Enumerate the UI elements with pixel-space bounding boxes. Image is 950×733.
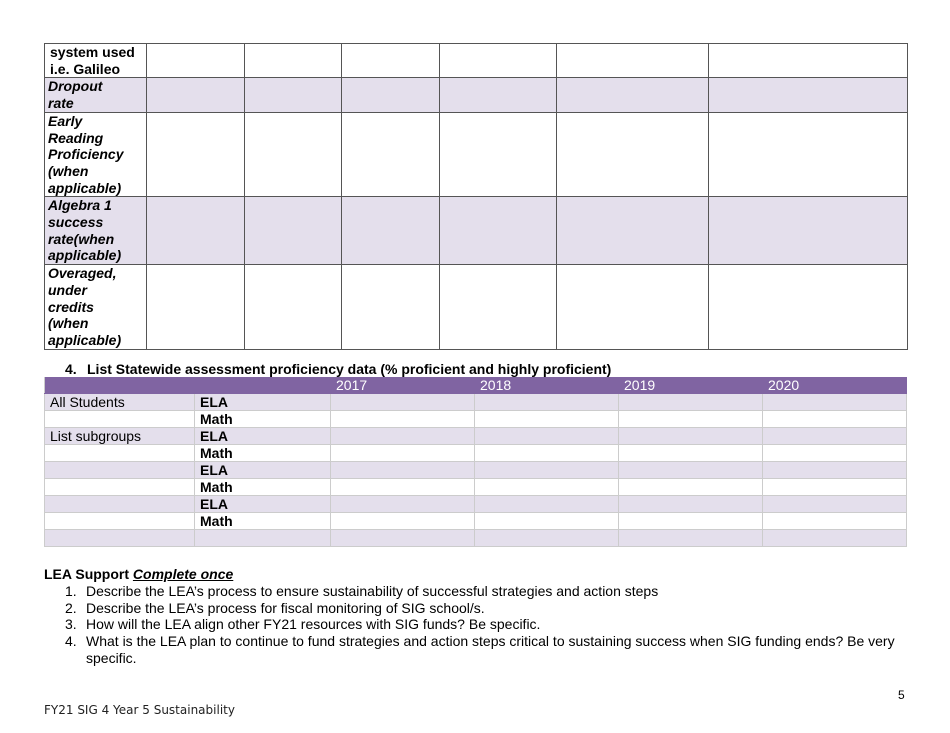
- data-cell[interactable]: [245, 44, 342, 78]
- score-cell[interactable]: [475, 479, 619, 496]
- score-cell[interactable]: [763, 428, 907, 445]
- score-cell[interactable]: [619, 411, 763, 428]
- page-footer: FY21 SIG 4 Year 5 Sustainability: [44, 703, 235, 717]
- row-label: [45, 44, 147, 78]
- list-item: [65, 616, 905, 633]
- list-item: [65, 633, 905, 666]
- row-label-line: rate: [48, 95, 74, 112]
- subject-cell: Math: [195, 445, 331, 462]
- row-label-line: Early: [48, 112, 83, 129]
- section-4-heading: [65, 361, 611, 377]
- table-row: [45, 78, 908, 112]
- list-item: [65, 583, 905, 600]
- table-row: [45, 513, 907, 530]
- group-cell: [45, 496, 195, 513]
- item-number: 4.: [65, 633, 77, 650]
- score-cell[interactable]: [475, 462, 619, 479]
- item-number: 2.: [65, 599, 77, 616]
- subject-cell: Math: [195, 479, 331, 496]
- subject-cell: ELA: [195, 462, 331, 479]
- row-label-line: i.e. Galileo: [50, 60, 121, 77]
- item-text: Describe the LEA’s process for fiscal monitoring of SIG school/s.: [86, 599, 485, 616]
- score-cell[interactable]: [763, 479, 907, 496]
- score-cell[interactable]: [763, 411, 907, 428]
- table-row: [45, 428, 907, 445]
- subject-cell: ELA: [195, 496, 331, 513]
- score-cell[interactable]: [331, 394, 475, 411]
- row-label-line: system used: [50, 44, 135, 60]
- row-label-line: (when: [48, 162, 89, 179]
- data-cell[interactable]: [709, 197, 908, 265]
- group-cell: [45, 530, 195, 547]
- score-cell[interactable]: [763, 394, 907, 411]
- row-label: [45, 112, 147, 197]
- score-cell[interactable]: [619, 394, 763, 411]
- subject-cell: ELA: [195, 394, 331, 411]
- data-cell[interactable]: [245, 197, 342, 265]
- data-cell[interactable]: [245, 265, 342, 350]
- score-cell[interactable]: [763, 462, 907, 479]
- table-row: [45, 462, 907, 479]
- subject-cell: ELA: [195, 428, 331, 445]
- score-cell[interactable]: [331, 462, 475, 479]
- item-number: 3.: [65, 616, 77, 633]
- header-cell: [195, 377, 331, 394]
- score-cell[interactable]: [331, 496, 475, 513]
- score-cell[interactable]: [619, 445, 763, 462]
- score-cell[interactable]: [475, 496, 619, 513]
- data-cell[interactable]: [342, 78, 440, 112]
- score-cell[interactable]: [475, 428, 619, 445]
- list-item: [65, 600, 905, 617]
- row-label-line: rate(when: [48, 230, 115, 247]
- data-cell[interactable]: [709, 265, 908, 350]
- data-cell[interactable]: [709, 112, 908, 197]
- score-cell[interactable]: [331, 445, 475, 462]
- score-cell[interactable]: [619, 530, 763, 547]
- data-cell[interactable]: [342, 197, 440, 265]
- row-label-line: applicable): [48, 247, 122, 264]
- table-header-row: [45, 377, 907, 394]
- section-number: 4.: [65, 361, 77, 377]
- data-cell[interactable]: [440, 197, 557, 265]
- table-row: [45, 496, 907, 513]
- group-cell: [45, 479, 195, 496]
- header-cell: 2017: [331, 377, 475, 394]
- header-cell: [45, 377, 195, 394]
- score-cell[interactable]: [475, 530, 619, 547]
- row-label: [45, 197, 147, 265]
- data-cell[interactable]: [440, 44, 557, 78]
- data-cell[interactable]: [342, 112, 440, 197]
- page-number: 5: [898, 688, 905, 702]
- table-row: [45, 112, 908, 197]
- row-label-line: applicable): [48, 179, 122, 196]
- outcome-measures-table: [44, 43, 908, 350]
- header-cell: 2019: [619, 377, 763, 394]
- score-cell[interactable]: [475, 513, 619, 530]
- data-cell[interactable]: [147, 265, 245, 350]
- data-cell[interactable]: [245, 78, 342, 112]
- item-text: How will the LEA align other FY21 resources with SIG funds? Be specific.: [86, 616, 541, 633]
- header-cell: 2018: [475, 377, 619, 394]
- subject-cell: Math: [195, 411, 331, 428]
- row-label-line: under: [48, 281, 87, 298]
- score-cell[interactable]: [619, 513, 763, 530]
- subject-cell: [195, 530, 331, 547]
- row-label: [45, 265, 147, 350]
- row-label-line: Proficiency: [48, 146, 124, 163]
- data-cell[interactable]: [147, 112, 245, 197]
- data-cell[interactable]: [557, 265, 709, 350]
- data-cell[interactable]: [147, 78, 245, 112]
- row-label-line: Reading: [48, 129, 104, 146]
- table-row: [45, 479, 907, 496]
- row-label-line: Dropout: [48, 78, 103, 95]
- data-cell[interactable]: [342, 265, 440, 350]
- data-cell[interactable]: [440, 78, 557, 112]
- row-label-line: credits: [48, 298, 94, 315]
- table-row: [45, 411, 907, 428]
- data-cell[interactable]: [147, 197, 245, 265]
- row-label-line: success: [48, 214, 104, 231]
- score-cell[interactable]: [331, 530, 475, 547]
- data-cell[interactable]: [557, 112, 709, 197]
- item-number: 1.: [65, 583, 77, 599]
- score-cell[interactable]: [619, 428, 763, 445]
- data-cell[interactable]: [709, 44, 908, 78]
- lea-support-heading: [44, 566, 233, 582]
- header-cell: 2020: [763, 377, 907, 394]
- lea-support-list: [65, 583, 905, 667]
- score-cell[interactable]: [619, 496, 763, 513]
- section-title: List Statewide assessment proficiency data (% proficient and highly proficient): [87, 361, 612, 377]
- lea-support-emphasis: Complete once: [132, 566, 234, 582]
- table-row: [45, 394, 907, 411]
- score-cell[interactable]: [619, 462, 763, 479]
- score-cell[interactable]: [331, 513, 475, 530]
- score-cell[interactable]: [475, 445, 619, 462]
- data-cell[interactable]: [342, 44, 440, 78]
- group-cell: [45, 462, 195, 479]
- data-cell[interactable]: [557, 197, 709, 265]
- score-cell[interactable]: [763, 445, 907, 462]
- lea-support-title: LEA Support: [44, 566, 130, 582]
- score-cell[interactable]: [331, 479, 475, 496]
- table-row: [45, 197, 908, 265]
- data-cell[interactable]: [557, 78, 709, 112]
- score-cell[interactable]: [475, 411, 619, 428]
- assessment-proficiency-table: [44, 377, 907, 547]
- score-cell[interactable]: [475, 394, 619, 411]
- row-label-line: Overaged,: [48, 265, 117, 282]
- group-cell: [45, 411, 195, 428]
- score-cell[interactable]: [331, 411, 475, 428]
- row-label-line: Algebra 1: [48, 197, 112, 214]
- group-cell: All Students: [45, 394, 195, 411]
- item-text: What is the LEA plan to continue to fund strategies and action steps critical to sustaining success when SIG funding ends? Be very specific.: [86, 633, 895, 666]
- score-cell[interactable]: [763, 513, 907, 530]
- row-label: [45, 78, 147, 112]
- row-label-line: (when: [48, 315, 89, 332]
- group-cell: [45, 445, 195, 462]
- table-row: [45, 530, 907, 547]
- data-cell[interactable]: [245, 112, 342, 197]
- score-cell[interactable]: [619, 479, 763, 496]
- table-row: [45, 445, 907, 462]
- data-cell[interactable]: [557, 44, 709, 78]
- subject-cell: Math: [195, 513, 331, 530]
- data-cell[interactable]: [440, 112, 557, 197]
- data-cell[interactable]: [147, 44, 245, 78]
- data-cell[interactable]: [709, 78, 908, 112]
- row-label-line: applicable): [48, 331, 122, 348]
- table-row: [45, 44, 908, 78]
- group-cell: [45, 513, 195, 530]
- score-cell[interactable]: [331, 428, 475, 445]
- group-cell: List subgroups: [45, 428, 195, 445]
- score-cell[interactable]: [763, 496, 907, 513]
- data-cell[interactable]: [440, 265, 557, 350]
- item-text: Describe the LEA’s process to ensure sustainability of successful strategies and action steps: [86, 583, 659, 599]
- score-cell[interactable]: [763, 530, 907, 547]
- table-row: [45, 265, 908, 350]
